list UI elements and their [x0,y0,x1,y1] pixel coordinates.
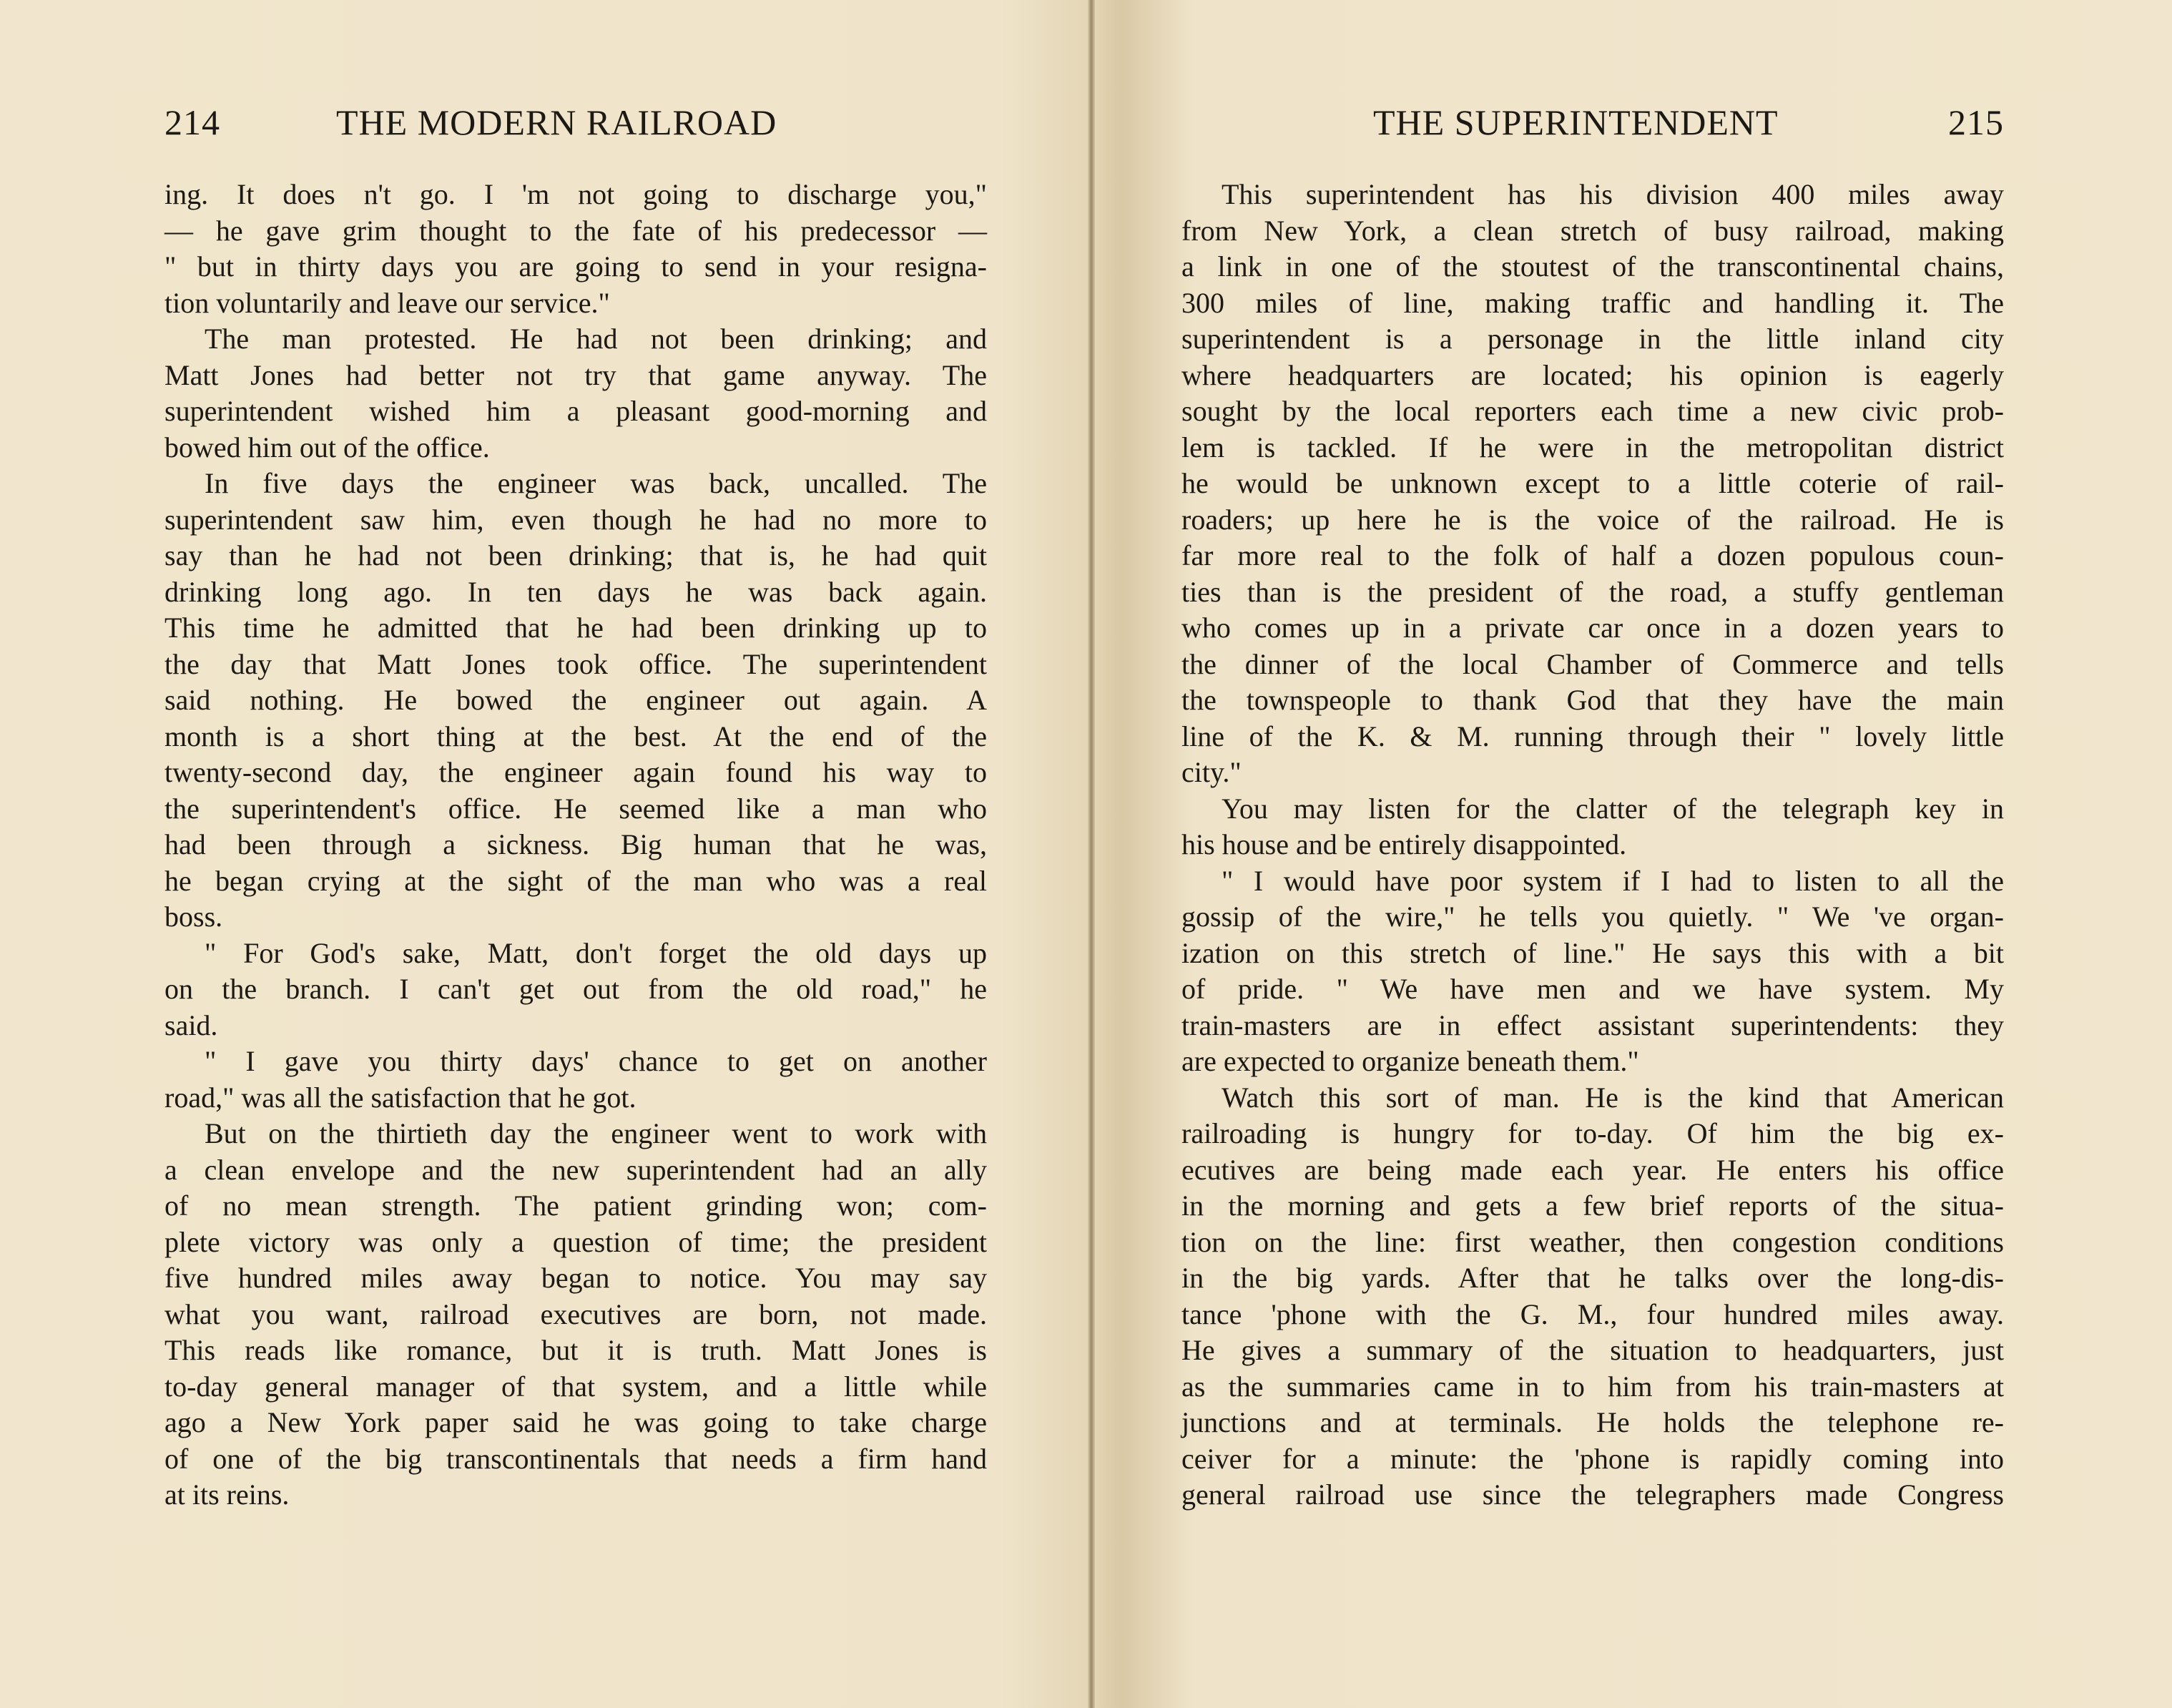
text-line: In five days the engineer was back, uncalled. The [205,467,987,499]
text-line: five hundred miles away began to notice. You may say [164,1262,987,1294]
book-gutter [1088,0,1095,1708]
text-line: are expected to organize beneath them." [1181,1045,1639,1077]
text-line: sought by the local reporters each time a new civic prob- [1181,395,2004,427]
text-line: month is a short thing at the best. At the end of the [164,720,987,752]
text-line: superintendent wished him a pleasant good-morning and [164,395,987,427]
text-line: had been through a sickness. Big human that he was, [164,828,987,860]
text-line: plete victory was only a question of time; the president [164,1225,987,1258]
right-page-text [1181,177,2004,1513]
text-line: he began crying at the sight of the man who was a real [164,864,987,897]
text-line: boss. [164,900,223,933]
text-line: on the branch. I can't get out from the old road," he [164,973,987,1005]
text-line: train-masters are in effect assistant superintendents: they [1181,1008,2004,1041]
text-line: gossip of the wire," he tells you quietly. " We 've organ- [1181,900,2004,933]
text-line: from New York, a clean stretch of busy railroad, making [1181,214,2004,247]
text-line: lem is tackled. If he were in the metropolitan district [1181,431,2004,463]
left-page-number: 214 [164,102,220,142]
text-line: a link in one of the stoutest of the transcontinental chains, [1181,250,2004,283]
text-line: as the summaries came in to him from his train-masters at [1181,1370,2004,1403]
right-running-head: THE SUPERINTENDENT [1373,102,1779,142]
text-line: 300 miles of line, making traffic and handling it. The [1181,286,2004,319]
text-line: tance 'phone with the G. M., four hundred miles away. [1181,1297,2004,1330]
text-line: the dinner of the local Chamber of Commerce and tells [1181,647,2004,680]
left-running-head: THE MODERN RAILROAD [336,102,777,142]
text-line: ecutives are being made each year. He enters his office [1181,1153,2004,1186]
text-line: said. [164,1008,218,1041]
text-line: of no mean strength. The patient grinding won; com- [164,1189,987,1222]
text-line: the townspeople to thank God that they have the main [1181,684,2004,716]
text-line: This reads like romance, but it is truth. Matt Jones is [164,1334,987,1366]
text-line: This superintendent has his division 400 miles away [1222,178,2004,210]
text-line: superintendent saw him, even though he had no more to [164,503,987,536]
text-line: ties than is the president of the road, a stuffy gentleman [1181,575,2004,608]
text-line: he would be unknown except to a little coterie of rail- [1181,467,2004,499]
text-line: superintendent is a personage in the little inland city [1181,323,2004,355]
left-page-text [164,177,987,1513]
text-line: The man protested. He had not been drinking; and [205,323,987,355]
text-line: say than he had not been drinking; that is, he had quit [164,539,987,571]
text-line: his house and be entirely disappointed. [1181,828,1627,860]
text-line: bowed him out of the office. [164,431,490,463]
text-line: tion on the line: first weather, then congestion conditions [1181,1225,2004,1258]
text-line: in the morning and gets a few brief reports of the situa- [1181,1189,2004,1222]
text-line: Watch this sort of man. He is the kind that American [1222,1081,2004,1114]
text-line: junctions and at terminals. He holds the telephone re- [1181,1406,2004,1438]
text-line: where headquarters are located; his opinion is eagerly [1181,358,2004,391]
text-line: This time he admitted that he had been drinking up to [164,612,987,644]
text-line: " I gave you thirty days' chance to get on another [205,1045,987,1077]
text-line: who comes up in a private car once in a dozen years to [1181,612,2004,644]
text-line: ing. It does n't go. I 'm not going to discharge you," [164,178,987,210]
text-line: a clean envelope and the new superintendent had an ally [164,1153,987,1186]
text-line: road," was all the satisfaction that he got. [164,1081,637,1114]
text-line: roaders; up here he is the voice of the railroad. He is [1181,503,2004,536]
text-line: ago a New York paper said he was going to take charge [164,1406,987,1438]
text-line: drinking long ago. In ten days he was back again. [164,575,987,608]
text-line: twenty-second day, the engineer again found his way to [164,756,987,788]
text-line: said nothing. He bowed the engineer out again. A [164,684,987,716]
left-page [164,0,987,1708]
text-line: " For God's sake, Matt, don't forget the old days up [205,936,987,969]
right-page-header [1181,102,2004,152]
text-line: of pride. " We have men and we have system. My [1181,973,2004,1005]
text-line: You may listen for the clatter of the telegraph key in [1222,792,2004,825]
text-line: ization on this stretch of line." He says this with a bit [1181,936,2004,969]
text-line: to-day general manager of that system, and a little while [164,1370,987,1403]
text-line: city." [1181,756,1242,788]
text-line: far more real to the folk of half a dozen populous coun- [1181,539,2004,571]
text-line: " but in thirty days you are going to send in your resigna- [164,250,987,283]
text-line: But on the thirtieth day the engineer went to work with [205,1117,987,1149]
text-line: what you want, railroad executives are born, not made. [164,1297,987,1330]
text-line: general railroad use since the telegraphers made Congress [1181,1478,2004,1511]
text-line: tion voluntarily and leave our service." [164,286,610,319]
text-line: Matt Jones had better not try that game anyway. The [164,358,987,391]
right-page-number: 215 [1948,102,2004,142]
text-line: of one of the big transcontinentals that needs a firm hand [164,1442,987,1475]
text-line: ceiver for a minute: the 'phone is rapidly coming into [1181,1442,2004,1475]
text-line: railroading is hungry for to-day. Of him the big ex- [1181,1117,2004,1149]
text-line: the superintendent's office. He seemed like a man who [164,792,987,825]
right-page [1181,0,2004,1708]
text-line: — he gave grim thought to the fate of his predecessor — [164,214,987,247]
text-line: " I would have poor system if I had to listen to all the [1222,864,2004,897]
text-line: the day that Matt Jones took office. The superintendent [164,647,987,680]
text-line: He gives a summary of the situation to headquarters, just [1181,1334,2004,1366]
left-page-header [164,102,987,152]
text-line: at its reins. [164,1478,290,1511]
text-line: in the big yards. After that he talks over the long-dis- [1181,1262,2004,1294]
text-line: line of the K. & M. running through their " lovely little [1181,720,2004,752]
